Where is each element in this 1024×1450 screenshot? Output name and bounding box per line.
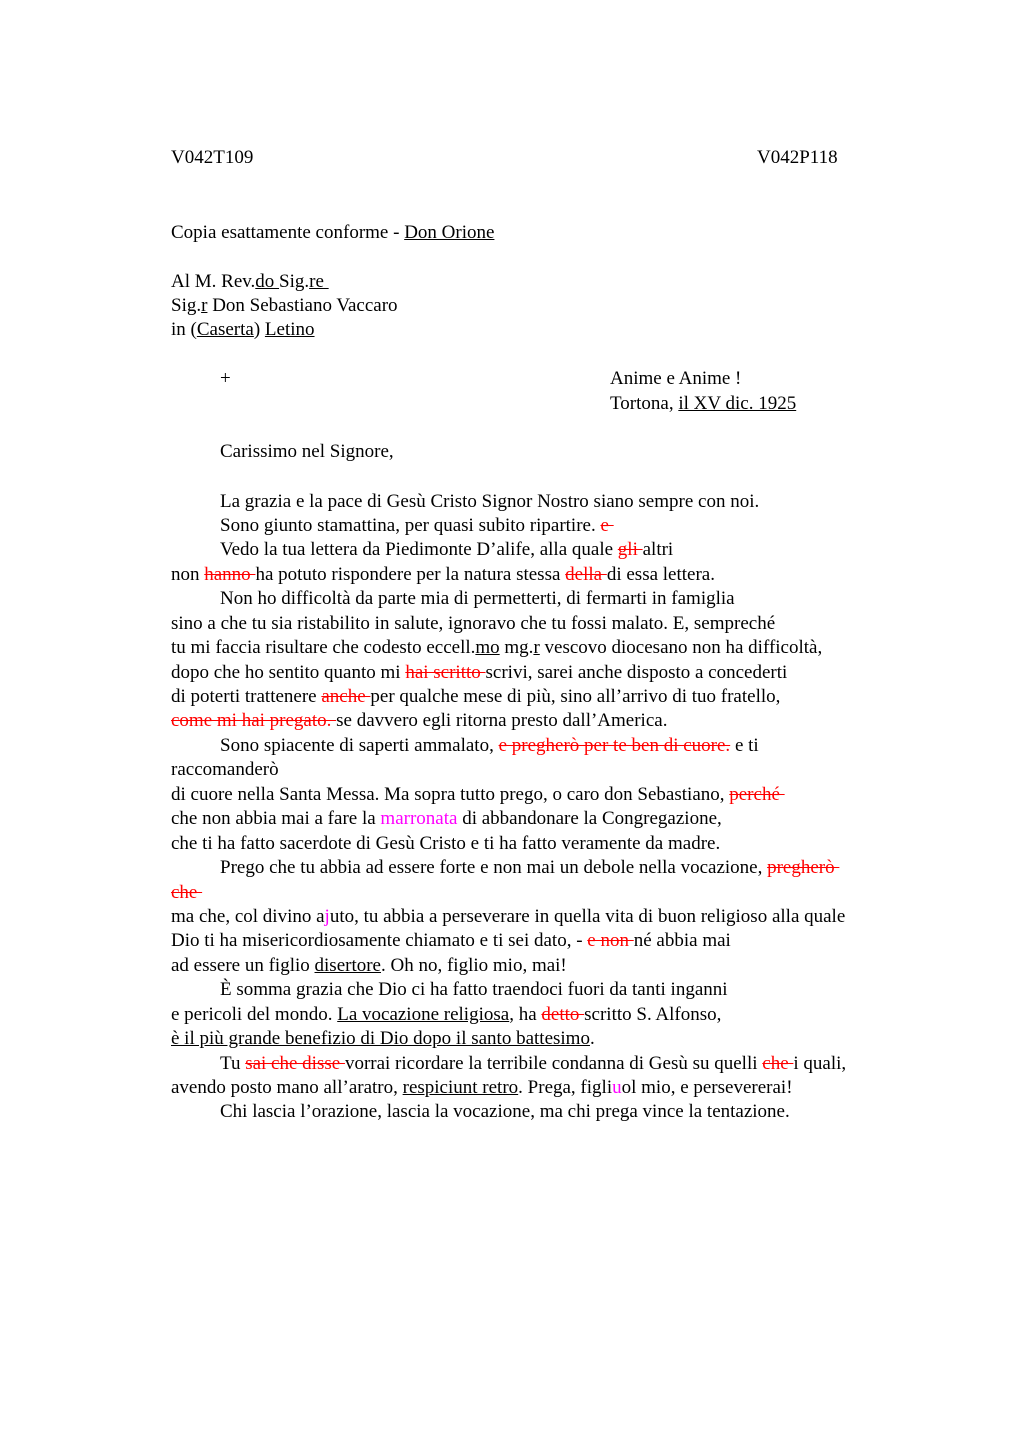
deleted-text: e pregherò per te ben di cuore. — [498, 735, 731, 756]
body-line: avendo posto mano all’aratro, respiciunt retro. Prega, figliuol mio, e persevererai! — [171, 1077, 793, 1098]
deleted-text: che — [762, 1053, 794, 1074]
inserted-text: u — [612, 1077, 622, 1098]
place-date: Tortona, il XV dic. 1925 — [610, 393, 797, 414]
body-line: e pericoli del mondo. La vocazione religiosa, ha detto scritto S. Alfonso, — [171, 1004, 722, 1025]
document-code-left: V042T109 — [171, 147, 254, 168]
body-line: dopo che ho sentito quanto mi hai scritto scrivi, sarei anche disposto a concederti — [171, 662, 788, 683]
body-line: di poterti trattenere anche per qualche mese di più, sino all’arrivo di tuo fratello, — [171, 686, 781, 707]
copy-note: Copia esattamente conforme - Don Orione — [171, 222, 495, 243]
deleted-text: gli — [617, 539, 643, 560]
body-line: come mi hai pregato. se davvero egli ritorna presto dall’America. — [171, 710, 668, 731]
inserted-text: j — [324, 906, 330, 927]
deleted-text: anche — [321, 686, 371, 707]
body-line: È somma grazia che Dio ci ha fatto traendoci fuori da tanti inganni — [220, 979, 728, 1000]
address-line-3: in (Caserta) Letino — [171, 319, 315, 340]
body-line: Sono spiacente di saperti ammalato, e pregherò per te ben di cuore. e ti — [220, 735, 759, 756]
signature-name: Don Orione — [404, 222, 495, 243]
deleted-text: e non — [587, 930, 634, 951]
deleted-text: che — [171, 882, 203, 903]
deleted-text: come mi hai pregato. — [171, 710, 337, 731]
body-line: ma che, col divino ajuto, tu abbia a perseverare in quella vita di buon religioso alla quale — [171, 906, 846, 927]
body-line: è il più grande benefizio di Dio dopo il santo battesimo. — [171, 1028, 595, 1049]
body-line: che non abbia mai a fare la marronata di abbandonare la Congregazione, — [171, 808, 722, 829]
body-line: che ti ha fatto sacerdote di Gesù Cristo e ti ha fatto veramente da madre. — [171, 833, 721, 854]
body-line: Prego che tu abbia ad essere forte e non mai un debole nella vocazione, pregherò — [220, 857, 840, 878]
body-line: sino a che tu sia ristabilito in salute, ignoravo che tu fossi malato. E, sempreché — [171, 613, 776, 634]
body-line: tu mi faccia risultare che codesto eccell.mo mg.r vescovo diocesano non ha difficoltà, — [171, 637, 823, 658]
body-line: di cuore nella Santa Messa. Ma sopra tutto prego, o caro don Sebastiano, perché — [171, 784, 785, 805]
body-line: raccomanderò — [171, 759, 279, 780]
deleted-text: perché — [729, 784, 785, 805]
body-line: Vedo la tua lettera da Piedimonte D’alife, alla quale gli altri — [220, 539, 674, 560]
deleted-text: hai scritto — [405, 662, 486, 683]
body-line: Non ho difficoltà da parte mia di permetterti, di fermarti in famiglia — [220, 588, 735, 609]
body-line: ad essere un figlio disertore. Oh no, figlio mio, mai! — [171, 955, 567, 976]
deleted-text: e — [600, 515, 614, 536]
body-line: non hanno ha potuto rispondere per la natura stessa della di essa lettera. — [171, 564, 715, 585]
body-line: Chi lascia l’orazione, lascia la vocazione, ma chi prega vince la tentazione. — [220, 1101, 790, 1122]
body-line — [171, 881, 202, 905]
body-line: Dio ti ha misericordiosamente chiamato e ti sei dato, - e non né abbia mai — [171, 930, 731, 951]
deleted-text: detto — [541, 1004, 585, 1025]
salutation: Carissimo nel Signore, — [220, 441, 394, 462]
body-line: Sono giunto stamattina, per quasi subito ripartire. e — [220, 515, 614, 536]
document-code-right: V042P118 — [757, 147, 838, 168]
deleted-text: pregherò — [767, 857, 840, 878]
deleted-text: hanno — [204, 564, 256, 585]
body-line: Tu sai che disse vorrai ricordare la terribile condanna di Gesù su quelli che i quali, — [220, 1053, 847, 1074]
inserted-text: marronata — [380, 808, 458, 829]
body-line: La grazia e la pace di Gesù Cristo Signor Nostro siano sempre con noi. — [220, 491, 760, 512]
motto: Anime e Anime ! — [610, 368, 742, 389]
address-line-2: Sig.r Don Sebastiano Vaccaro — [171, 295, 398, 316]
deleted-text: della — [565, 564, 607, 585]
address-line-1: Al M. Rev.do Sig.re — [171, 271, 329, 292]
deleted-text: sai che disse — [245, 1053, 345, 1074]
cross-symbol: + — [220, 368, 231, 389]
